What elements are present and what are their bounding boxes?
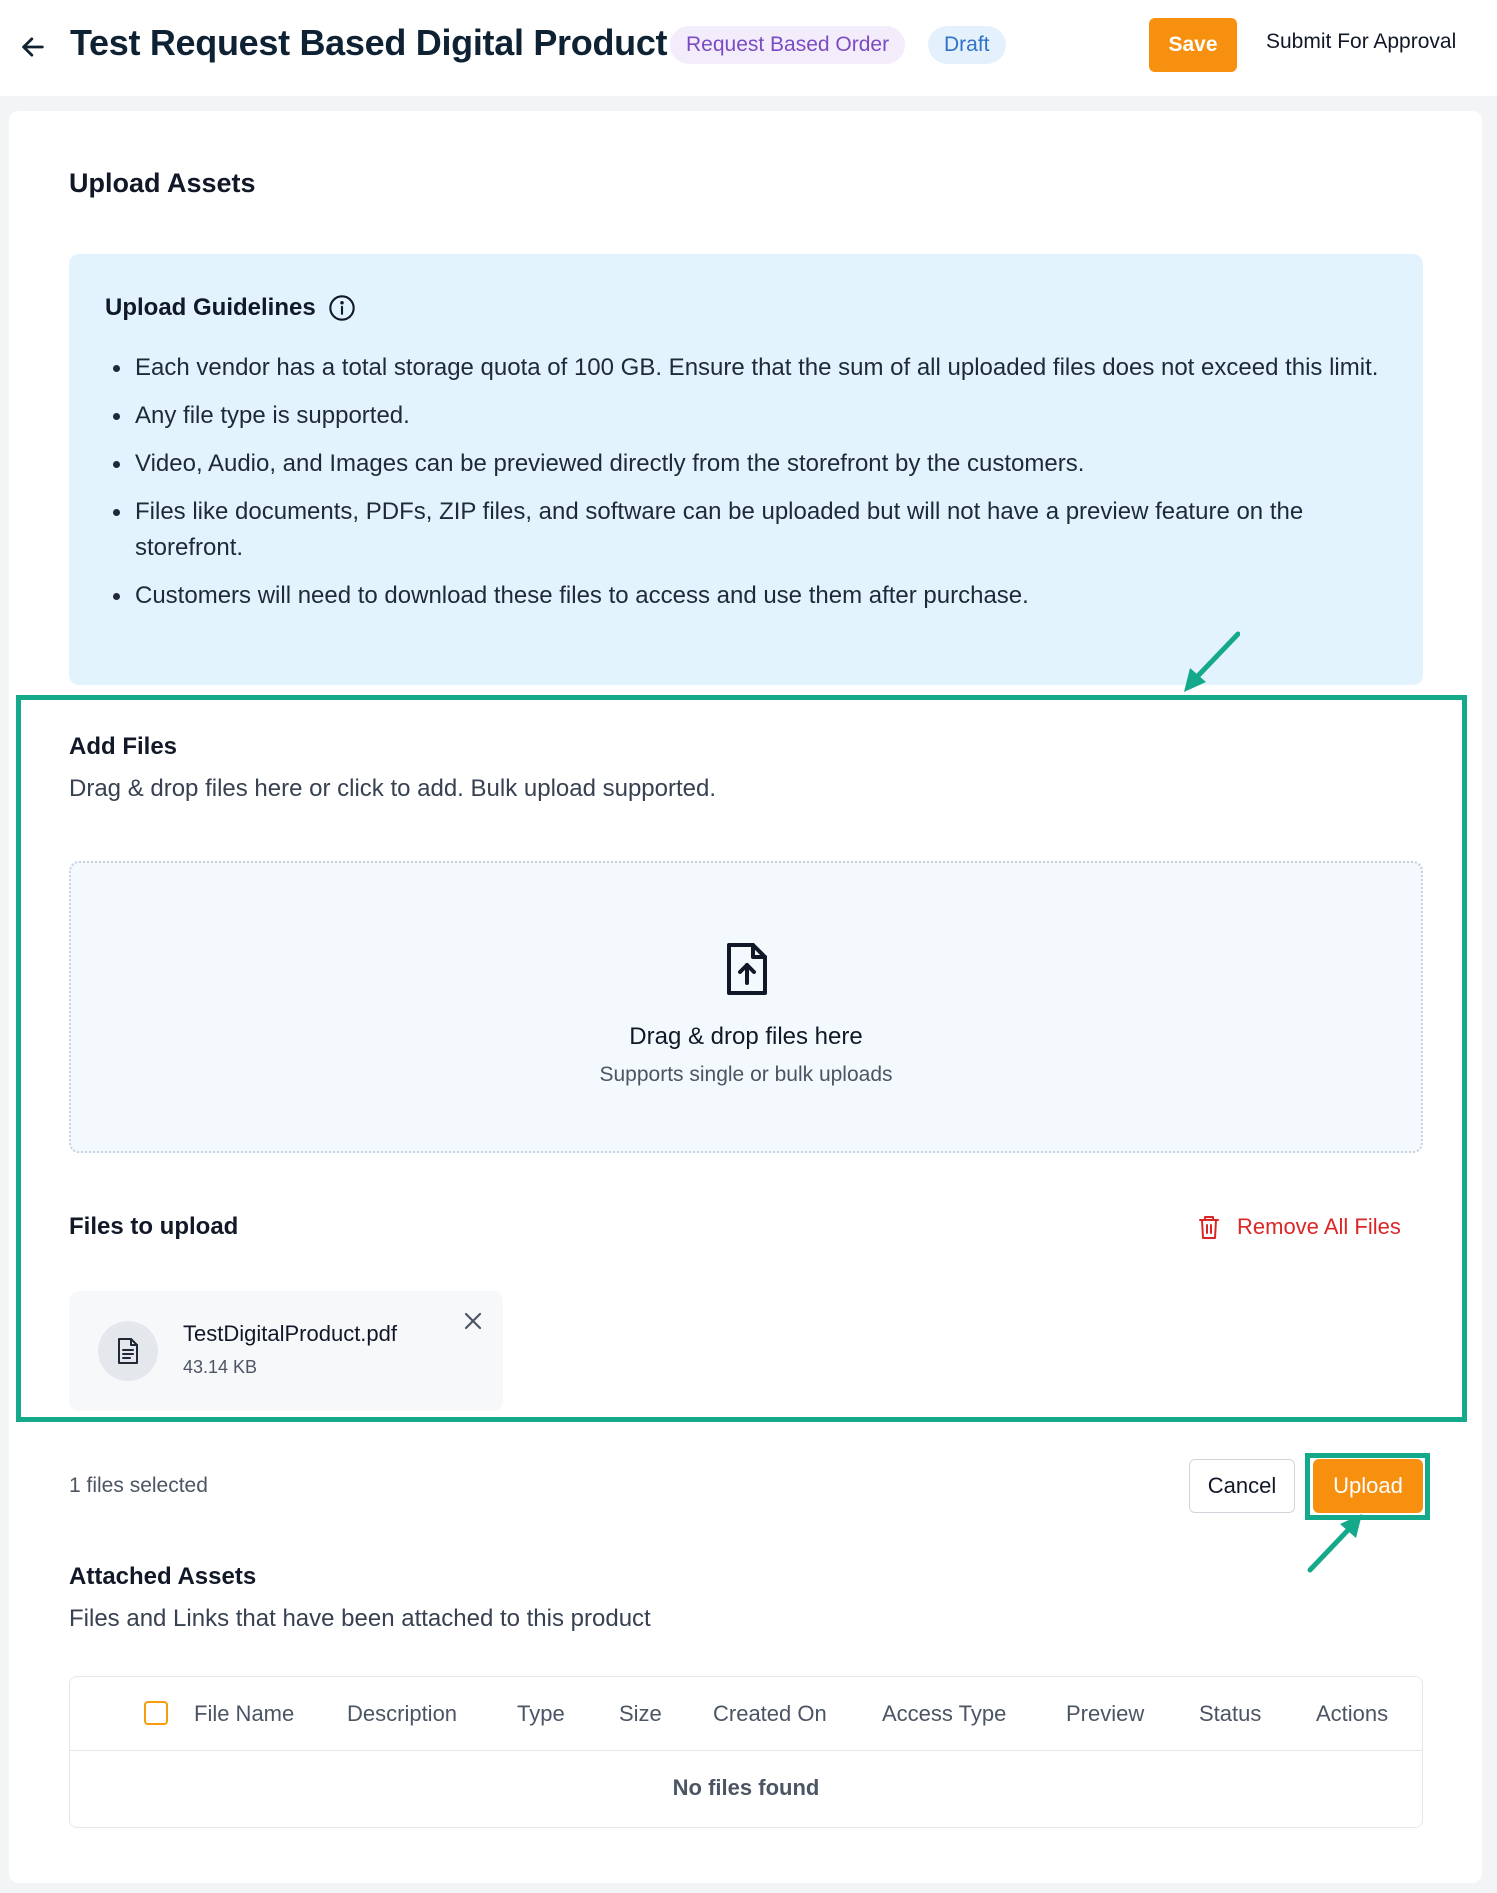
guideline-item: Video, Audio, and Images can be previewed directly from the storefront by the customers. bbox=[105, 446, 1405, 482]
submit-for-approval-button[interactable]: Submit For Approval bbox=[1266, 30, 1457, 53]
attached-assets-title: Attached Assets bbox=[69, 1563, 257, 1590]
remove-all-files-label: Remove All Files bbox=[1237, 1214, 1401, 1239]
top-header bbox=[0, 0, 1497, 96]
column-header-description[interactable]: Description bbox=[347, 1701, 458, 1726]
section-title-upload-assets: Upload Assets bbox=[69, 168, 256, 198]
remove-all-files-button[interactable] bbox=[1197, 1214, 1401, 1240]
guideline-item: Any file type is supported. bbox=[105, 398, 1405, 434]
cancel-button[interactable]: Cancel bbox=[1189, 1459, 1295, 1513]
add-files-subtitle: Drag & drop files here or click to add. Bulk upload supported. bbox=[69, 775, 717, 802]
status-badge: Draft bbox=[928, 26, 1006, 64]
file-dropzone[interactable] bbox=[69, 861, 1423, 1153]
close-icon[interactable] bbox=[461, 1309, 485, 1333]
add-files-title: Add Files bbox=[69, 733, 178, 760]
guidelines-title: Upload Guidelines bbox=[105, 294, 316, 321]
attached-assets-table bbox=[69, 1676, 1423, 1828]
column-header-status[interactable]: Status bbox=[1199, 1701, 1262, 1726]
file-upload-icon bbox=[723, 941, 771, 997]
arrow-left-icon bbox=[19, 33, 47, 61]
column-header-size[interactable]: Size bbox=[619, 1701, 662, 1726]
column-header-access-type[interactable]: Access Type bbox=[882, 1701, 1007, 1726]
file-name: TestDigitalProduct.pdf bbox=[183, 1321, 397, 1346]
file-icon-container bbox=[98, 1321, 158, 1381]
guideline-item: Each vendor has a total storage quota of 100 GB. Ensure that the sum of all uploaded files does not exceed this limit. bbox=[105, 350, 1405, 386]
column-header-preview[interactable]: Preview bbox=[1066, 1701, 1145, 1726]
select-all-checkbox[interactable] bbox=[144, 1701, 168, 1725]
file-item bbox=[69, 1291, 503, 1411]
column-header-file-name[interactable]: File Name bbox=[194, 1701, 295, 1726]
upload-button[interactable]: Upload bbox=[1313, 1459, 1423, 1513]
page-title: Test Request Based Digital Product bbox=[70, 22, 668, 63]
files-to-upload-title: Files to upload bbox=[69, 1213, 239, 1240]
dropzone-subtitle: Supports single or bulk uploads bbox=[599, 1063, 893, 1086]
column-header-created-on[interactable]: Created On bbox=[713, 1701, 827, 1726]
save-button[interactable]: Save bbox=[1149, 18, 1237, 72]
document-icon bbox=[115, 1337, 141, 1365]
column-header-actions[interactable]: Actions bbox=[1316, 1701, 1389, 1726]
guideline-item: Customers will need to download these files to access and use them after purchase. bbox=[105, 578, 1405, 614]
info-circle-icon[interactable] bbox=[328, 294, 356, 322]
attached-assets-subtitle: Files and Links that have been attached to this product bbox=[69, 1605, 651, 1632]
column-header-type[interactable]: Type bbox=[517, 1701, 565, 1726]
guideline-item: Files like documents, PDFs, ZIP files, and software can be uploaded but will not have a preview feature on the storefront. bbox=[105, 494, 1405, 566]
files-selected-count: 1 files selected bbox=[69, 1474, 208, 1497]
guidelines-list bbox=[105, 350, 1405, 626]
order-type-badge: Request Based Order bbox=[670, 26, 905, 64]
file-size: 43.14 KB bbox=[183, 1357, 258, 1377]
upload-assets-card bbox=[9, 111, 1482, 1883]
trash-icon bbox=[1197, 1214, 1221, 1240]
dropzone-title: Drag & drop files here bbox=[629, 1023, 863, 1050]
table-header bbox=[70, 1677, 1422, 1751]
back-button[interactable] bbox=[16, 30, 50, 64]
upload-guidelines-panel bbox=[69, 254, 1423, 685]
guidelines-heading bbox=[105, 294, 356, 322]
empty-table-message: No files found bbox=[672, 1775, 820, 1800]
